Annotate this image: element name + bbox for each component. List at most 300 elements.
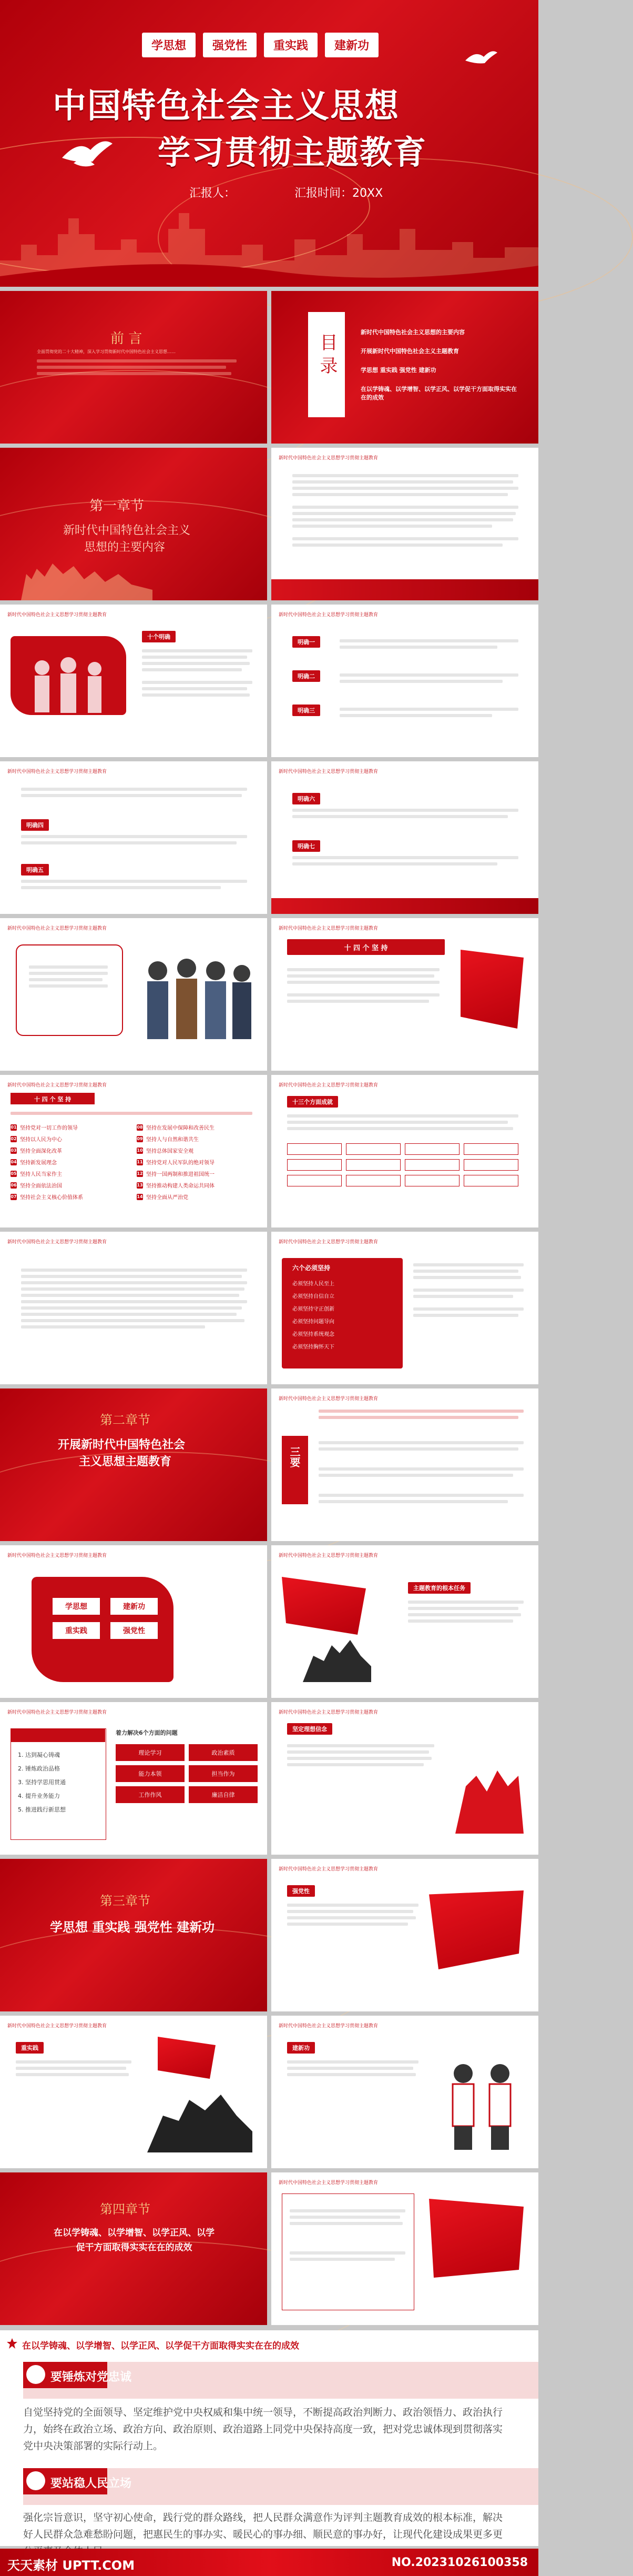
toc-list [361,328,518,401]
asset-number: NO.20231026100358 [391,2556,528,2569]
cover-title-line2: 学习贯彻主题教育 [158,133,427,172]
list-item [11,1193,131,1201]
text-line [290,2258,395,2261]
text-line [287,1114,518,1118]
item-text: 坚持全面深化改革 [20,1149,62,1154]
slide-header: 新时代中国特色社会主义思想学习贯彻主题教育 [7,1710,107,1715]
text-line [287,1916,416,1919]
section2-body: 强化宗旨意识，坚守初心使命，践行党的群众路线，把人民群众满意作为评判主题教育成效的根本标准，解决好人民群众急难愁盼问题，把惠民生的事办实、暖民心的事办细、顺民意的事办好，让现代化建设成果更多更 [23,2512,503,2540]
slide-header: 新时代中国特色社会主义思想学习贯彻主题教育 [7,1553,107,1558]
text-line [287,1910,413,1913]
goal-tag: 学思想 [53,1598,100,1615]
text-line [21,1281,247,1284]
list-item: 1. 达到凝心铸魂 [18,1752,60,1758]
text-line [290,2222,403,2225]
text-line [287,1904,418,1907]
preface-title: 前 言 [110,331,142,347]
text-line [21,1306,242,1310]
clear-six-tag: 明确六 [292,793,320,804]
build-tag: 建新功 [287,2042,315,2054]
text-line [413,1289,524,1292]
text-line [292,862,497,866]
text-line [287,1923,408,1926]
problem-cell: 政治素质 [189,1744,258,1761]
item-number: 08 [137,1124,143,1130]
text-line [319,1500,508,1503]
text-line [319,1416,518,1419]
main-goal-tag: 主题教育的根本任务 [408,1582,471,1594]
list-item [11,1181,131,1189]
text-line [16,2060,131,2064]
text-line [287,1757,432,1760]
text-line [16,2067,126,2070]
item-text: 坚持一国两制和推进祖国统一 [146,1172,215,1178]
list-item: 3. 坚持学思用贯通 [18,1779,66,1786]
text-line [290,2216,400,2219]
list-item: 必须坚持问题导向 [292,1319,334,1325]
clear-six-slide [271,761,538,914]
slide-header: 新时代中国特色社会主义思想学习贯彻主题教育 [279,2024,379,2029]
fourteen-intro-slide [271,918,538,1071]
text-line [21,1325,205,1329]
fourteen-tag: 十 四 个 坚 持 [34,1096,72,1103]
red-flag-icon [429,1890,524,1969]
text-line [142,656,247,659]
chapter1-title-l2: 思想的主要内容 [84,541,166,554]
goal-tags-slide [0,1545,267,1698]
text-line [21,835,247,838]
list-item [11,1170,131,1178]
thirteen-slide [271,1075,538,1227]
text-line [142,662,250,665]
text-line [287,981,440,984]
problem-cell: 担当作为 [189,1765,258,1782]
text-line [413,1276,521,1279]
text-line [287,1127,513,1130]
left-list-head [11,1728,105,1742]
text-line [413,1263,524,1266]
text-line [408,1613,521,1616]
problem-cell: 廉洁自律 [189,1786,258,1803]
slide-header: 新时代中国特色社会主义思想学习贯彻主题教育 [7,1240,107,1245]
preface-slide [0,291,267,444]
cover-slide [0,0,538,287]
section2-title: 要站稳人民立场 [50,2477,132,2490]
text-line [21,788,247,791]
text-line [21,1275,242,1278]
slide-header: 新时代中国特色社会主义思想学习贯彻主题教育 [279,1396,379,1402]
text-line [290,2251,405,2255]
text-line [29,978,103,981]
item-number: 02 [11,1136,17,1141]
text-line [292,856,518,859]
slide-header: 新时代中国特色社会主义思想学习贯彻主题教育 [279,612,379,618]
text-line [292,512,516,515]
text-line [413,1314,518,1317]
site-name: 天天素材 UPTT.COM [7,2558,135,2573]
slide-header: 新时代中国特色社会主义思想学习贯彻主题教育 [279,926,379,931]
text-line [292,480,513,484]
slide-header: 新时代中国特色社会主义思想学习贯彻主题教育 [279,1240,379,1245]
clear-seven-tag: 明确七 [292,840,320,852]
text-line [287,968,440,971]
toc-item-3[interactable]: 学思想 重实践 强党性 建新功 [361,367,436,374]
list-item [11,1135,131,1143]
text-line [292,487,518,490]
chapter3-title: 学思想 重实践 强党性 建新功 [50,1919,215,1935]
chapter2-title-l1: 开展新时代中国特色社会 [58,1438,186,1452]
text-line [292,474,518,477]
cover-reporter: 汇报人： [189,187,236,200]
slide-header: 新时代中国特色社会主义思想学习贯彻主题教育 [7,769,107,774]
clear-four-slide [0,761,267,914]
problem-cell: 理论学习 [116,1744,185,1761]
chapter2-label: 第二章节 [100,1413,150,1427]
item-text: 坚持党对人民军队的绝对领导 [146,1160,215,1166]
problem-cell: 能力本领 [116,1765,185,1782]
hands-fist-icon [445,1755,529,1839]
workers-illustration-icon [137,950,258,1050]
six-problems-slide [0,1702,267,1855]
item-number: 04 [11,1159,17,1164]
slide-header: 新时代中国特色社会主义思想学习贯彻主题教育 [7,926,107,931]
goal-tag: 重实践 [53,1622,100,1639]
text-line [37,359,237,363]
item-number: 13 [137,1182,143,1188]
achievement-grid [287,1143,518,1186]
grid-cell [464,1143,518,1155]
text-line [37,372,231,375]
item-text: 坚持以人民为中心 [20,1137,62,1143]
item-text: 坚持社会主义核心价值体系 [20,1195,83,1201]
strong-party-slide [271,1859,538,2011]
text-line [413,1307,524,1311]
text-line [319,1447,518,1451]
text-line [408,1607,518,1610]
text-line [292,506,518,509]
slide-header: 新时代中国特色社会主义思想学习贯彻主题教育 [279,769,379,774]
section1-title: 要锤炼对党忠诚 [50,2371,132,2384]
grid-cell [464,1175,518,1186]
list-item [137,1170,263,1178]
red-flag-icon [461,950,524,1029]
item-text: 坚持全面从严治党 [146,1195,188,1201]
grid-cell [346,1159,401,1171]
grid-cell [464,1159,518,1171]
text-line [142,649,252,652]
chapter4-slide [0,2172,267,2325]
clear-two-tag: 明确二 [292,670,320,682]
loyalty-slide [271,2172,538,2325]
six-must-title: 六个必须坚持 [292,1264,331,1272]
text-line [287,2060,418,2064]
slide-header: 新时代中国特色社会主义思想学习贯彻主题教育 [7,2024,107,2029]
grid-cell [346,1175,401,1186]
slide-header: 新时代中国特色社会主义思想学习贯彻主题教育 [7,612,107,618]
toc-item-4[interactable]: 在以学铸魂、以学增智、以学正风、以学促干方面取得实实在在的成效 [361,386,517,401]
six-must-slide [271,1232,538,1384]
text-line [319,1494,524,1497]
item-text: 坚持全面依法治国 [20,1183,62,1189]
solid-belief-slide [271,1702,538,1855]
text-line [319,1467,524,1471]
build-slide [271,2016,538,2168]
text-line [290,2209,405,2212]
item-number: 01 [11,1124,17,1130]
text-line [319,1474,513,1477]
grid-cell [346,1143,401,1155]
text-line [413,1295,513,1298]
grid-cell [287,1143,342,1155]
main-goal-slide [271,1545,538,1698]
cover-tag: 强党性 [203,33,257,57]
cover-tag: 重实践 [264,33,318,57]
item-text: 坚持总体国家安全观 [146,1149,193,1154]
text-line [21,880,247,883]
practice-tag: 重实践 [16,2042,44,2054]
slide-header: 新时代中国特色社会主义思想学习贯彻主题教育 [7,1083,107,1088]
text-line [287,993,440,997]
people-silhouette-icon [21,652,116,715]
text-line [21,794,242,797]
text-line [292,537,518,540]
ten-clear-tag: 十个明确 [142,631,176,642]
problem-cell: 工作作风 [116,1786,185,1803]
text-line [16,2073,129,2076]
list-item [137,1135,263,1143]
section1-body: 自觉坚持党的全面领导、坚定维护党中央权威和集中统一领导，不断提高政治判断力、政治领悟力、政治执行力，始终在政治立场、政治方向、政治原则、政治道路上同党中央保持高度一致，把对党忠诚体现到贯彻落实党中央决策部署的实际行动上。 [23,2407,503,2452]
grid-cell [287,1175,342,1186]
list-item: 必须坚持自信自立 [292,1294,334,1300]
text-line [21,1269,247,1272]
soldiers-silhouette-icon [147,2068,252,2152]
solid-belief-tag: 坚定理想信念 [287,1723,332,1735]
text-line [21,1313,237,1316]
list-item [137,1158,263,1166]
text-line [413,1270,518,1273]
list-item: 必须坚持人民至上 [292,1281,334,1287]
chapter3-slide [0,1859,267,2011]
watermark-footer [0,2549,538,2576]
text-line [142,681,252,684]
six-must-list [292,1278,392,1354]
text-line [21,1300,247,1303]
item-number: 06 [11,1182,17,1188]
crowd-silhouette-icon [21,553,152,600]
cover-time: 汇报时间：20XX [294,187,383,200]
city-skyline-icon [0,197,538,287]
list-item: 4. 提升业务能力 [18,1793,60,1799]
text-line [142,693,250,697]
list-item [137,1181,263,1189]
clear-four-tag: 明确四 [21,819,49,831]
volunteers-illustration-icon [440,2052,524,2152]
text-line [21,1319,244,1322]
list-item [11,1146,131,1154]
text-line [287,1763,424,1766]
text-line [292,809,518,812]
text-line [11,1112,252,1115]
fourteen-right-list [137,1123,263,1201]
clear-three-tag: 明确三 [292,705,320,716]
fourteen-left-list [11,1123,131,1201]
item-number: 07 [11,1194,17,1199]
item-number: 05 [11,1171,17,1176]
text-line [292,518,513,521]
cover-tag: 建新功 [325,33,379,57]
cover-title-line1: 中国特色社会主义思想 [53,86,400,126]
text-line [340,680,503,683]
chapter4-title-l1: 在以学铸魂、以学增智、以学正风、以学 [54,2228,215,2238]
toc-item-1[interactable]: 新时代中国特色社会主义思想的主要内容 [361,329,465,336]
item-text: 坚持在发展中保障和改善民生 [146,1125,215,1131]
text-line [340,673,518,677]
three-req-slide [271,1388,538,1541]
item-number: 10 [137,1148,143,1153]
text-line [292,815,508,818]
clear-five-tag: 明确五 [21,864,49,876]
text-line [340,646,497,649]
list-item [137,1193,263,1201]
chapter4-label: 第四章节 [100,2202,150,2217]
chapter2-title-l2: 主义思想主题教育 [79,1455,172,1468]
slide-header: 新时代中国特色社会主义思想学习贯彻主题教育 [279,2180,379,2186]
text-line [287,2073,416,2076]
item-number: 14 [137,1194,143,1199]
three-req-title: 三要 [288,1446,301,1467]
text-line [292,525,492,528]
list-item [137,1146,263,1154]
text-line [287,2067,413,2070]
chapter1-title-l1: 新时代中国特色社会主义 [63,524,191,537]
text-line [29,965,108,969]
dove-icon [463,47,499,68]
red-flag-icon [429,2199,524,2278]
people-slide [0,918,267,1071]
clear-one-tag: 明确一 [292,636,320,648]
text-line [287,1750,429,1754]
dove-icon [58,134,116,171]
ten-clear-slide [0,605,267,757]
text-line [340,708,518,711]
toc-item-2[interactable]: 开展新时代中国特色社会主义主题教育 [361,348,459,355]
grid-cell [405,1143,460,1155]
slide-header: 新时代中国特色社会主义思想学习贯彻主题教育 [279,1867,379,1872]
item-text: 坚持人与自然和谐共生 [146,1137,199,1143]
chapter3-label: 第三章节 [100,1894,150,1908]
quote-box [16,944,123,1036]
item-number: 11 [137,1159,143,1164]
item-text: 坚持推动构建人类命运共同体 [146,1183,215,1189]
star-icon [6,2338,18,2349]
text-line [319,1441,524,1444]
text-heavy-slide [0,1232,267,1384]
toc-slide [271,291,538,444]
text-line [21,1294,239,1297]
text-line [408,1619,513,1623]
thirteen-tag: 十三个方面成就 [287,1096,338,1108]
list-item [11,1123,131,1131]
text-line [340,714,492,717]
slide-header: 新时代中国特色社会主义思想学习贯彻主题教育 [279,1710,379,1715]
clear-list-slide [271,605,538,757]
text-line [340,639,518,642]
list-item: 必须坚持守正创新 [292,1306,334,1312]
text-line [21,1287,244,1291]
text-line [287,1000,429,1003]
item-text: 坚持新发展理念 [20,1160,57,1166]
text-line [142,687,247,690]
slide-header: 新时代中国特色社会主义思想学习贯彻主题教育 [279,456,379,461]
goal-tag: 建新功 [110,1598,158,1615]
content-slide-1 [271,448,538,600]
strong-party-tag: 强党性 [287,1885,315,1897]
text-line [21,886,221,889]
slide-header: 新时代中国特色社会主义思想学习贯彻主题教育 [279,1553,379,1558]
list-item [11,1158,131,1166]
list-item: 2. 锤炼政治品格 [18,1765,60,1772]
list-item: 必须坚持胸怀天下 [292,1344,334,1350]
item-text: 坚持党对一切工作的领导 [20,1125,78,1131]
item-number: 09 [137,1136,143,1141]
item-number: 12 [137,1171,143,1176]
text-line [287,974,434,978]
text-line [37,366,226,369]
right-title: 着力解决6个方面的问题 [116,1729,178,1736]
problem-grid [116,1744,258,1803]
chapter1-label: 第一章节 [89,498,145,514]
goal-tag-grid [53,1598,158,1639]
text-line [21,841,237,844]
fourteen-list-slide [0,1075,267,1227]
practice-slide [0,2016,267,2168]
grid-cell [287,1159,342,1171]
section2-icon [26,2471,45,2490]
bottom-band [271,898,538,914]
bottom-band [271,579,538,600]
cover-tags [142,33,379,57]
item-text: 坚持人民当家作主 [20,1172,62,1178]
goal-tag: 强党性 [110,1622,158,1639]
text-line [292,544,503,547]
final-slide [0,2330,538,2546]
text-line [142,668,242,671]
section1-icon [26,2365,45,2384]
text-line [29,984,108,988]
soldiers-silhouette-icon [303,1624,371,1682]
text-line [408,1601,524,1604]
list-item [137,1123,263,1131]
grid-cell [405,1175,460,1186]
text-line [319,1410,524,1413]
text-line [29,972,108,975]
slide-header: 新时代中国特色社会主义思想学习贯彻主题教育 [279,1083,379,1088]
text-line [292,493,508,496]
chapter2-slide [0,1388,267,1541]
left-list [18,1748,66,1817]
grid-cell [405,1159,460,1171]
chapter1-slide [0,448,267,600]
toc-title: 目录 [316,333,338,379]
list-item: 必须坚持系统观念 [292,1332,334,1337]
text-line [287,1744,434,1747]
chapter4-title-l2: 促干方面取得实实在在的成效 [76,2242,192,2253]
preface-body: 全面贯彻党的二十大精神，深入学习贯彻新时代中国特色社会主义思想…… [37,349,176,354]
fourteen-title: 十 四 个 坚 持 [344,944,388,952]
cover-tag: 学思想 [142,33,196,57]
text-line [287,1121,508,1124]
list-item: 5. 推进践行新思想 [18,1806,66,1813]
